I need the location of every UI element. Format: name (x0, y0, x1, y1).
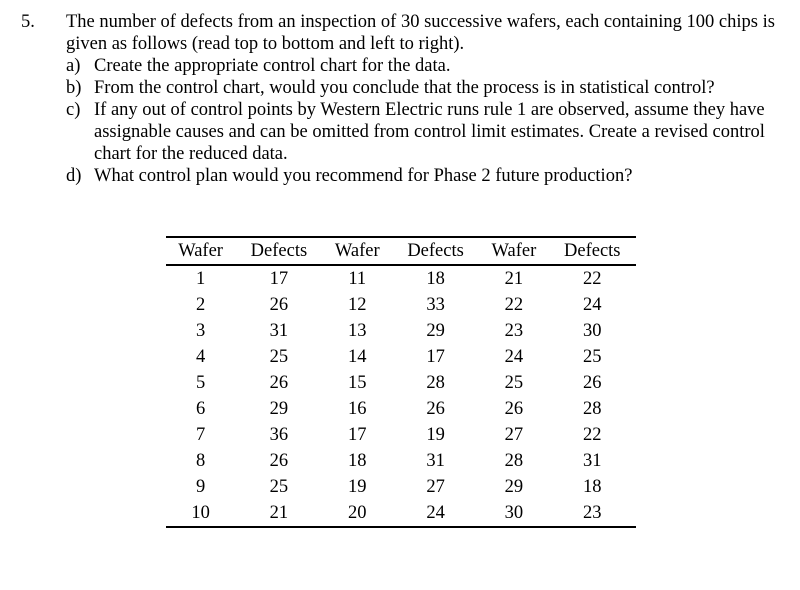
part-d (66, 165, 786, 187)
table-cell: 1 (195, 269, 206, 289)
table-row (166, 448, 636, 474)
table-cell: 20 (348, 503, 367, 523)
part-label: d) (66, 166, 82, 186)
column-header: Defects (250, 240, 308, 261)
defects-table (166, 236, 636, 528)
table-cell: 19 (348, 477, 367, 497)
table-cell: 30 (583, 321, 602, 341)
table-cell: 28 (426, 373, 445, 393)
table-row (166, 292, 636, 318)
table-cell: 31 (426, 451, 445, 471)
table-cell: 27 (504, 425, 524, 445)
table-cell: 28 (583, 399, 602, 419)
table-cell: 18 (583, 477, 602, 497)
part-label: b) (66, 78, 82, 98)
table-cell: 22 (504, 295, 524, 315)
part-b (66, 77, 786, 99)
table-cell: 7 (195, 425, 206, 445)
table-cell: 12 (348, 295, 367, 315)
table-cell: 26 (426, 399, 445, 419)
table-cell: 18 (348, 451, 367, 471)
table-header-row (166, 237, 636, 265)
table-cell: 27 (426, 477, 445, 497)
table-cell: 9 (195, 477, 206, 497)
table-cell: 22 (583, 425, 602, 445)
table-cell: 13 (348, 321, 367, 341)
table-cell: 26 (269, 295, 289, 315)
question-number: 5. (21, 12, 35, 32)
part-a (66, 55, 786, 77)
table-cell: 26 (269, 451, 289, 471)
table-cell: 6 (195, 399, 206, 419)
table-cell: 25 (504, 373, 524, 393)
table-cell: 24 (504, 347, 524, 367)
table-cell: 22 (583, 269, 602, 289)
table-cell: 21 (269, 503, 289, 523)
table-row (166, 474, 636, 500)
table-cell: 25 (583, 347, 602, 367)
table-cell: 24 (583, 295, 602, 315)
table-cell: 2 (195, 295, 206, 315)
column-header: Defects (564, 240, 621, 261)
table-cell: 26 (504, 399, 524, 419)
table-row (166, 500, 636, 527)
part-text: What control plan would you recommend for Phase 2 future production? (94, 166, 633, 186)
table-cell: 21 (504, 269, 524, 289)
table-cell: 31 (583, 451, 602, 471)
table-cell: 11 (348, 269, 367, 289)
table-cell: 29 (269, 399, 289, 419)
part-text: From the control chart, would you conclude that the process is in statistical control? (94, 78, 715, 98)
part-label: c) (66, 100, 81, 120)
part-c (66, 99, 786, 165)
table-row (166, 318, 636, 344)
table-cell: 23 (583, 503, 602, 523)
table-cell: 4 (195, 347, 206, 367)
table-cell: 23 (504, 321, 524, 341)
table-cell: 17 (426, 347, 445, 367)
table-cell: 33 (426, 295, 445, 315)
table-cell: 31 (269, 321, 289, 341)
table-cell: 29 (426, 321, 445, 341)
column-header: Defects (407, 240, 464, 261)
table-cell: 17 (348, 425, 367, 445)
table-cell: 24 (426, 503, 445, 523)
table-cell: 26 (269, 373, 289, 393)
table-cell: 30 (504, 503, 524, 523)
table-cell: 17 (269, 269, 289, 289)
table-cell: 5 (195, 373, 206, 393)
table-cell: 26 (583, 373, 602, 393)
table-row (166, 422, 636, 448)
table-cell: 15 (348, 373, 367, 393)
column-header: Wafer (178, 240, 223, 261)
part-label: a) (66, 56, 81, 76)
question-stem: The number of defects from an inspection of 30 successive wafers, each containing 100 chips is given as follows (read top to bottom and left to right). (66, 12, 775, 54)
column-header: Wafer (334, 240, 380, 261)
column-header: Wafer (491, 240, 537, 261)
table-row (166, 396, 636, 422)
question-parts (66, 55, 786, 187)
table-cell: 28 (504, 451, 524, 471)
table-cell: 3 (195, 321, 206, 341)
table-cell: 14 (348, 347, 367, 367)
part-text: Create the appropriate control chart for the data. (94, 56, 451, 76)
table-cell: 29 (504, 477, 524, 497)
table-cell: 25 (269, 347, 289, 367)
table-row (166, 344, 636, 370)
table-row (166, 370, 636, 396)
table-cell: 10 (191, 503, 210, 523)
part-text: If any out of control points by Western Electric runs rule 1 are observed, assume they have assignable causes and can be omitted from control limit estimates. Create a revised control chart for the reduced data. (94, 100, 765, 164)
table-cell: 25 (269, 477, 289, 497)
table-cell: 16 (348, 399, 367, 419)
table-row (166, 265, 636, 292)
table-cell: 18 (426, 269, 445, 289)
table-cell: 8 (195, 451, 206, 471)
table-cell: 19 (426, 425, 445, 445)
table-cell: 36 (269, 425, 289, 445)
